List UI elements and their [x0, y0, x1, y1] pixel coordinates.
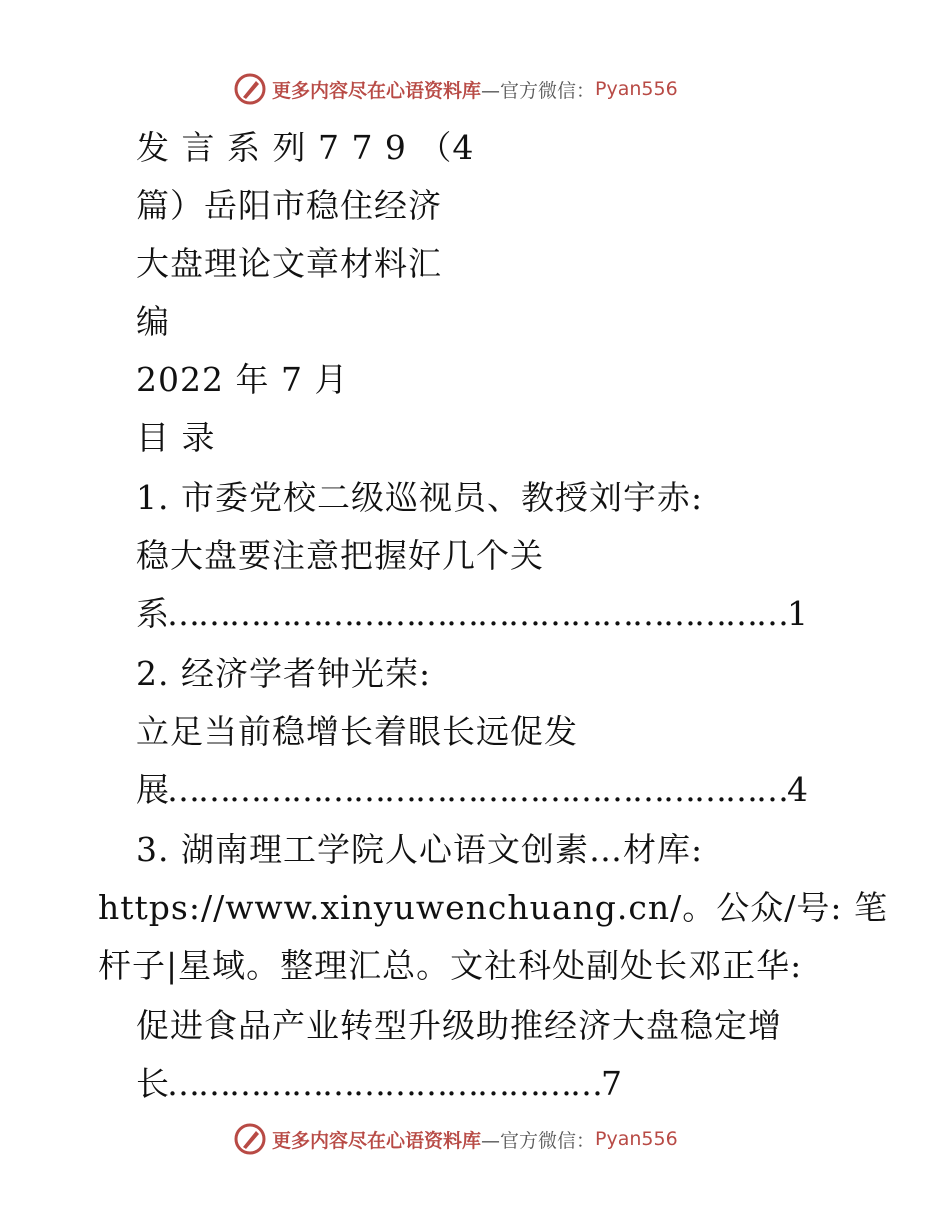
banner-site-text: 更多内容尽在心语资料库 [272, 79, 482, 102]
toc-item-3-author-cont: 杆子|星域。整理汇总。文社科处副处长邓正华: [98, 946, 803, 985]
toc-item-3-url-line: https://www.xinyuwenchuang.cn/。公众/号: 笔 [98, 888, 888, 927]
title-line-4: 编 [136, 302, 170, 341]
toc-item-1-author: 1. 市委党校二级巡视员、教授刘宇赤: [136, 478, 704, 517]
pen-logo-icon [234, 73, 266, 105]
pen-logo-icon [234, 1123, 266, 1155]
toc-heading: 目 录 [136, 418, 216, 457]
footer-wechat-label: —官方微信： [481, 1129, 596, 1152]
title-line-1: 发 言 系 列 7 7 9 （4 [136, 128, 475, 167]
footer-site-text: 更多内容尽在心语资料库 [272, 1129, 482, 1152]
toc-item-3-author: 3. 湖南理工学院人心语文创素…材库: [136, 830, 704, 869]
date-line: 2022 年 7 月 [136, 360, 349, 399]
header-banner [234, 72, 678, 106]
toc-item-3-title: 促进食品产业转型升级助推经济大盘稳定增 [136, 1006, 782, 1045]
toc-item-2-author: 2. 经济学者钟光荣: [136, 654, 432, 693]
banner-wechat-id: Pyan556 [595, 78, 678, 100]
toc-item-1-page: 系……………………………………………………1 [136, 594, 806, 633]
toc-item-2-title: 立足当前稳增长着眼长远促发 [136, 712, 578, 751]
title-line-3: 大盘理论文章材料汇 [136, 244, 442, 283]
toc-item-3-page: 长……………………………………7 [136, 1064, 620, 1103]
banner-wechat-label: —官方微信： [481, 79, 596, 102]
toc-item-2-page: 展……………………………………………………4 [136, 770, 806, 809]
title-line-2: 篇）岳阳市稳住经济 [136, 186, 442, 225]
toc-item-1-title: 稳大盘要注意把握好几个关 [136, 536, 544, 575]
footer-banner [234, 1122, 678, 1156]
footer-wechat-id: Pyan556 [595, 1128, 678, 1150]
